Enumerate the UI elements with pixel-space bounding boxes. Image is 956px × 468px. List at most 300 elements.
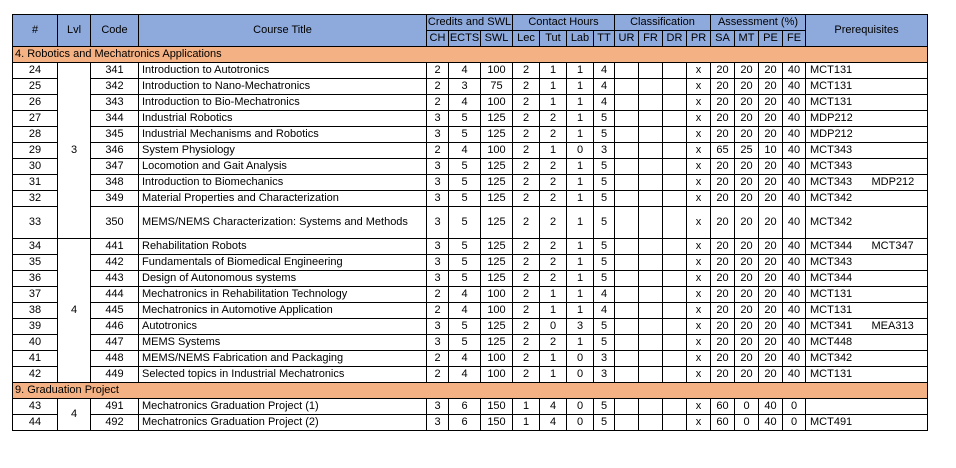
value-tut: 1 <box>540 367 567 383</box>
value-ch: 3 <box>427 399 449 415</box>
value-mt: 20 <box>735 239 759 255</box>
value-ch: 3 <box>427 207 449 239</box>
value-sa: 20 <box>711 111 735 127</box>
section-title: 4. Robotics and Mechatronics Applications <box>13 47 928 63</box>
value-mt: 20 <box>735 111 759 127</box>
table-row <box>13 255 928 271</box>
value-tut: 2 <box>540 127 567 143</box>
prerequisite-2: MEA313 <box>866 319 928 335</box>
value-swl: 75 <box>481 79 513 95</box>
value-tut: 2 <box>540 191 567 207</box>
value-mt: 20 <box>735 271 759 287</box>
value-ch: 3 <box>427 415 449 431</box>
value-pr: x <box>687 367 711 383</box>
value-swl: 100 <box>481 303 513 319</box>
value-ur <box>615 207 639 239</box>
col-code-header: Code <box>91 15 139 47</box>
value-tut: 1 <box>540 303 567 319</box>
value-mt: 0 <box>735 415 759 431</box>
value-lab: 1 <box>567 303 594 319</box>
sub-header-swl: SWL <box>481 31 513 47</box>
value-sa: 20 <box>711 159 735 175</box>
row-number: 39 <box>13 319 58 335</box>
value-pe: 20 <box>759 63 783 79</box>
value-swl: 150 <box>481 415 513 431</box>
level-cell: 4 <box>58 399 91 431</box>
value-ects: 4 <box>449 351 481 367</box>
value-pe: 20 <box>759 79 783 95</box>
table-header <box>13 15 928 47</box>
value-lec: 2 <box>513 111 540 127</box>
value-tt: 5 <box>594 111 615 127</box>
value-dr <box>663 111 687 127</box>
value-fe: 40 <box>783 367 806 383</box>
value-tut: 4 <box>540 399 567 415</box>
sub-header-mt: MT <box>735 31 759 47</box>
course-title: Introduction to Nano-Mechatronics <box>139 79 427 95</box>
prerequisite-2 <box>866 399 928 415</box>
prerequisite-2 <box>866 63 928 79</box>
value-swl: 100 <box>481 351 513 367</box>
value-lab: 0 <box>567 415 594 431</box>
value-pe: 20 <box>759 159 783 175</box>
value-pr: x <box>687 319 711 335</box>
value-fr <box>639 415 663 431</box>
value-ects: 5 <box>449 127 481 143</box>
prerequisite-1: MCT131 <box>806 95 866 111</box>
value-lab: 3 <box>567 319 594 335</box>
value-dr <box>663 255 687 271</box>
table-row <box>13 143 928 159</box>
prerequisite-1: MCT131 <box>806 303 866 319</box>
prerequisites-header: Prerequisites <box>806 15 928 47</box>
prerequisite-1: MCT491 <box>806 415 866 431</box>
value-dr <box>663 143 687 159</box>
value-tt: 5 <box>594 399 615 415</box>
col-num-header: # <box>13 15 58 47</box>
value-ch: 3 <box>427 319 449 335</box>
course-title: Mechatronics Graduation Project (2) <box>139 415 427 431</box>
value-ur <box>615 367 639 383</box>
value-pe: 20 <box>759 175 783 191</box>
value-tut: 2 <box>540 335 567 351</box>
value-tut: 1 <box>540 63 567 79</box>
value-tt: 5 <box>594 159 615 175</box>
course-code: 344 <box>91 111 139 127</box>
value-lec: 2 <box>513 367 540 383</box>
prerequisite-1: MCT131 <box>806 63 866 79</box>
value-tut: 2 <box>540 207 567 239</box>
value-pe: 20 <box>759 303 783 319</box>
prerequisite-1: MCT131 <box>806 367 866 383</box>
table-row <box>13 159 928 175</box>
value-fe: 40 <box>783 111 806 127</box>
prerequisite-1: MCT342 <box>806 351 866 367</box>
value-ects: 4 <box>449 287 481 303</box>
value-lec: 2 <box>513 319 540 335</box>
prerequisite-2 <box>866 351 928 367</box>
row-number: 28 <box>13 127 58 143</box>
value-pr: x <box>687 271 711 287</box>
value-pr: x <box>687 239 711 255</box>
value-swl: 125 <box>481 191 513 207</box>
value-fr <box>639 79 663 95</box>
value-lec: 1 <box>513 415 540 431</box>
sub-header-pr: PR <box>687 31 711 47</box>
row-number: 36 <box>13 271 58 287</box>
value-lec: 2 <box>513 175 540 191</box>
value-fe: 40 <box>783 79 806 95</box>
value-pe: 20 <box>759 367 783 383</box>
value-tut: 2 <box>540 175 567 191</box>
value-ects: 5 <box>449 159 481 175</box>
prerequisite-2 <box>866 367 928 383</box>
course-title: Introduction to Autotronics <box>139 63 427 79</box>
value-mt: 20 <box>735 335 759 351</box>
course-code: 347 <box>91 159 139 175</box>
value-swl: 125 <box>481 159 513 175</box>
value-lec: 2 <box>513 207 540 239</box>
value-mt: 20 <box>735 79 759 95</box>
value-dr <box>663 287 687 303</box>
value-lab: 1 <box>567 95 594 111</box>
value-fe: 40 <box>783 271 806 287</box>
value-ur <box>615 191 639 207</box>
value-pe: 40 <box>759 415 783 431</box>
value-fr <box>639 239 663 255</box>
value-pr: x <box>687 79 711 95</box>
assessment-group-header: Assessment (%) <box>711 15 806 31</box>
value-tut: 2 <box>540 239 567 255</box>
value-tut: 1 <box>540 95 567 111</box>
table-row <box>13 95 928 111</box>
value-tt: 5 <box>594 207 615 239</box>
value-tut: 2 <box>540 271 567 287</box>
value-dr <box>663 335 687 351</box>
course-code: 349 <box>91 191 139 207</box>
value-tt: 5 <box>594 319 615 335</box>
course-title: MEMS/NEMS Characterization: Systems and Methods <box>139 207 427 239</box>
prerequisite-2 <box>866 303 928 319</box>
value-sa: 20 <box>711 127 735 143</box>
sub-header-ects: ECTS <box>449 31 481 47</box>
value-swl: 100 <box>481 63 513 79</box>
value-sa: 20 <box>711 271 735 287</box>
value-fe: 40 <box>783 351 806 367</box>
value-ur <box>615 399 639 415</box>
value-dr <box>663 159 687 175</box>
value-lab: 0 <box>567 399 594 415</box>
value-ch: 3 <box>427 335 449 351</box>
contact-group-header: Contact Hours <box>513 15 615 31</box>
value-fe: 40 <box>783 63 806 79</box>
prerequisite-1: MCT343 <box>806 255 866 271</box>
value-ch: 3 <box>427 255 449 271</box>
course-title: Introduction to Bio-Mechatronics <box>139 95 427 111</box>
value-ects: 4 <box>449 367 481 383</box>
table-row <box>13 415 928 431</box>
value-ch: 3 <box>427 159 449 175</box>
value-dr <box>663 207 687 239</box>
value-ects: 4 <box>449 303 481 319</box>
value-sa: 20 <box>711 255 735 271</box>
value-tut: 4 <box>540 415 567 431</box>
value-lab: 1 <box>567 335 594 351</box>
value-lab: 0 <box>567 367 594 383</box>
value-lec: 2 <box>513 351 540 367</box>
prerequisite-1: MDP212 <box>806 127 866 143</box>
value-mt: 20 <box>735 207 759 239</box>
value-fe: 40 <box>783 191 806 207</box>
value-sa: 20 <box>711 239 735 255</box>
row-number: 33 <box>13 207 58 239</box>
value-swl: 125 <box>481 127 513 143</box>
table-row <box>13 287 928 303</box>
value-swl: 125 <box>481 319 513 335</box>
value-sa: 20 <box>711 319 735 335</box>
value-tut: 2 <box>540 159 567 175</box>
prerequisite-2 <box>866 79 928 95</box>
value-ur <box>615 319 639 335</box>
course-code: 442 <box>91 255 139 271</box>
value-tt: 3 <box>594 367 615 383</box>
value-ur <box>615 175 639 191</box>
course-code: 342 <box>91 79 139 95</box>
value-swl: 125 <box>481 271 513 287</box>
value-fr <box>639 303 663 319</box>
value-fe: 40 <box>783 255 806 271</box>
row-number: 37 <box>13 287 58 303</box>
course-code: 449 <box>91 367 139 383</box>
prerequisite-2 <box>866 127 928 143</box>
prerequisite-2 <box>866 159 928 175</box>
value-tut: 2 <box>540 255 567 271</box>
course-title: Rehabilitation Robots <box>139 239 427 255</box>
table-row <box>13 175 928 191</box>
value-pe: 20 <box>759 207 783 239</box>
value-pe: 20 <box>759 287 783 303</box>
prerequisite-1: MCT343 <box>806 143 866 159</box>
value-ur <box>615 111 639 127</box>
value-fe: 40 <box>783 239 806 255</box>
value-fe: 40 <box>783 143 806 159</box>
value-ects: 5 <box>449 239 481 255</box>
prerequisite-1: MCT342 <box>806 191 866 207</box>
prerequisite-1: MDP212 <box>806 111 866 127</box>
prerequisite-2 <box>866 143 928 159</box>
value-lec: 2 <box>513 159 540 175</box>
value-dr <box>663 351 687 367</box>
value-sa: 20 <box>711 303 735 319</box>
prerequisite-1: MCT343 <box>806 175 866 191</box>
row-number: 41 <box>13 351 58 367</box>
value-swl: 100 <box>481 367 513 383</box>
value-swl: 125 <box>481 111 513 127</box>
value-lab: 1 <box>567 63 594 79</box>
value-ch: 3 <box>427 191 449 207</box>
value-fr <box>639 191 663 207</box>
value-ects: 4 <box>449 143 481 159</box>
value-ects: 5 <box>449 111 481 127</box>
sub-header-pe: PE <box>759 31 783 47</box>
col-title-header: Course Title <box>139 15 427 47</box>
value-fe: 40 <box>783 127 806 143</box>
table-row <box>13 399 928 415</box>
value-fe: 40 <box>783 335 806 351</box>
value-ects: 5 <box>449 207 481 239</box>
value-ch: 2 <box>427 303 449 319</box>
value-tt: 5 <box>594 255 615 271</box>
value-tt: 4 <box>594 303 615 319</box>
course-code: 341 <box>91 63 139 79</box>
value-ch: 2 <box>427 367 449 383</box>
value-lab: 1 <box>567 287 594 303</box>
value-tt: 4 <box>594 79 615 95</box>
value-fe: 40 <box>783 287 806 303</box>
value-swl: 125 <box>481 175 513 191</box>
value-mt: 20 <box>735 367 759 383</box>
value-mt: 20 <box>735 175 759 191</box>
col-lvl-header: Lvl <box>58 15 91 47</box>
value-lab: 1 <box>567 79 594 95</box>
credits-group-header: Credits and SWL <box>427 15 513 31</box>
value-fr <box>639 287 663 303</box>
value-pr: x <box>687 127 711 143</box>
value-ects: 5 <box>449 191 481 207</box>
prerequisite-2 <box>866 191 928 207</box>
value-tt: 5 <box>594 239 615 255</box>
value-fe: 0 <box>783 415 806 431</box>
value-pe: 20 <box>759 335 783 351</box>
value-swl: 125 <box>481 335 513 351</box>
value-lec: 2 <box>513 95 540 111</box>
course-code: 492 <box>91 415 139 431</box>
value-tt: 5 <box>594 127 615 143</box>
value-pr: x <box>687 303 711 319</box>
value-ur <box>615 159 639 175</box>
value-mt: 25 <box>735 143 759 159</box>
value-tt: 5 <box>594 175 615 191</box>
value-dr <box>663 79 687 95</box>
value-dr <box>663 415 687 431</box>
row-number: 34 <box>13 239 58 255</box>
course-title: Fundamentals of Biomedical Engineering <box>139 255 427 271</box>
value-ur <box>615 63 639 79</box>
sub-header-ch: CH <box>427 31 449 47</box>
value-lec: 2 <box>513 287 540 303</box>
table-row <box>13 79 928 95</box>
value-swl: 125 <box>481 255 513 271</box>
value-sa: 20 <box>711 207 735 239</box>
value-lab: 1 <box>567 111 594 127</box>
value-mt: 0 <box>735 399 759 415</box>
value-lec: 2 <box>513 335 540 351</box>
value-pe: 10 <box>759 143 783 159</box>
value-fr <box>639 399 663 415</box>
sub-header-lab: Lab <box>567 31 594 47</box>
row-number: 30 <box>13 159 58 175</box>
value-lab: 1 <box>567 271 594 287</box>
value-dr <box>663 127 687 143</box>
sub-header-sa: SA <box>711 31 735 47</box>
value-pe: 20 <box>759 127 783 143</box>
value-fr <box>639 207 663 239</box>
value-pr: x <box>687 207 711 239</box>
value-pr: x <box>687 399 711 415</box>
value-sa: 20 <box>711 367 735 383</box>
value-tut: 1 <box>540 79 567 95</box>
value-fr <box>639 351 663 367</box>
value-ur <box>615 79 639 95</box>
value-tt: 5 <box>594 271 615 287</box>
value-tt: 4 <box>594 95 615 111</box>
table-row <box>13 271 928 287</box>
value-fr <box>639 143 663 159</box>
table-row <box>13 207 928 239</box>
prerequisite-2 <box>866 271 928 287</box>
course-title: MEMS Systems <box>139 335 427 351</box>
course-title: Locomotion and Gait Analysis <box>139 159 427 175</box>
value-pe: 40 <box>759 399 783 415</box>
course-code: 446 <box>91 319 139 335</box>
row-number: 44 <box>13 415 58 431</box>
value-ur <box>615 143 639 159</box>
value-sa: 20 <box>711 63 735 79</box>
value-ur <box>615 303 639 319</box>
value-dr <box>663 271 687 287</box>
value-ch: 2 <box>427 143 449 159</box>
value-lab: 1 <box>567 239 594 255</box>
value-lec: 2 <box>513 79 540 95</box>
row-number: 26 <box>13 95 58 111</box>
value-tt: 3 <box>594 351 615 367</box>
value-sa: 20 <box>711 191 735 207</box>
value-ects: 5 <box>449 335 481 351</box>
value-ects: 5 <box>449 271 481 287</box>
value-ects: 5 <box>449 255 481 271</box>
value-mt: 20 <box>735 95 759 111</box>
value-ch: 3 <box>427 111 449 127</box>
prerequisite-1: MCT344 <box>806 239 866 255</box>
course-code: 447 <box>91 335 139 351</box>
value-dr <box>663 63 687 79</box>
course-title: Mechatronics Graduation Project (1) <box>139 399 427 415</box>
sub-header-lec: Lec <box>513 31 540 47</box>
course-code: 348 <box>91 175 139 191</box>
level-cell: 3 <box>58 63 91 239</box>
value-lec: 2 <box>513 127 540 143</box>
value-pr: x <box>687 351 711 367</box>
value-ch: 2 <box>427 351 449 367</box>
value-mt: 20 <box>735 255 759 271</box>
sub-header-tt: TT <box>594 31 615 47</box>
value-fe: 40 <box>783 207 806 239</box>
classification-group-header: Classification <box>615 15 711 31</box>
value-swl: 100 <box>481 95 513 111</box>
table-row <box>13 191 928 207</box>
table-row <box>13 63 928 79</box>
sub-header-tut: Tut <box>540 31 567 47</box>
value-ects: 4 <box>449 63 481 79</box>
value-sa: 20 <box>711 287 735 303</box>
course-code: 491 <box>91 399 139 415</box>
value-ur <box>615 127 639 143</box>
prerequisite-1 <box>806 399 866 415</box>
value-tut: 1 <box>540 143 567 159</box>
value-pe: 20 <box>759 255 783 271</box>
value-dr <box>663 191 687 207</box>
prerequisite-1: MCT448 <box>806 335 866 351</box>
